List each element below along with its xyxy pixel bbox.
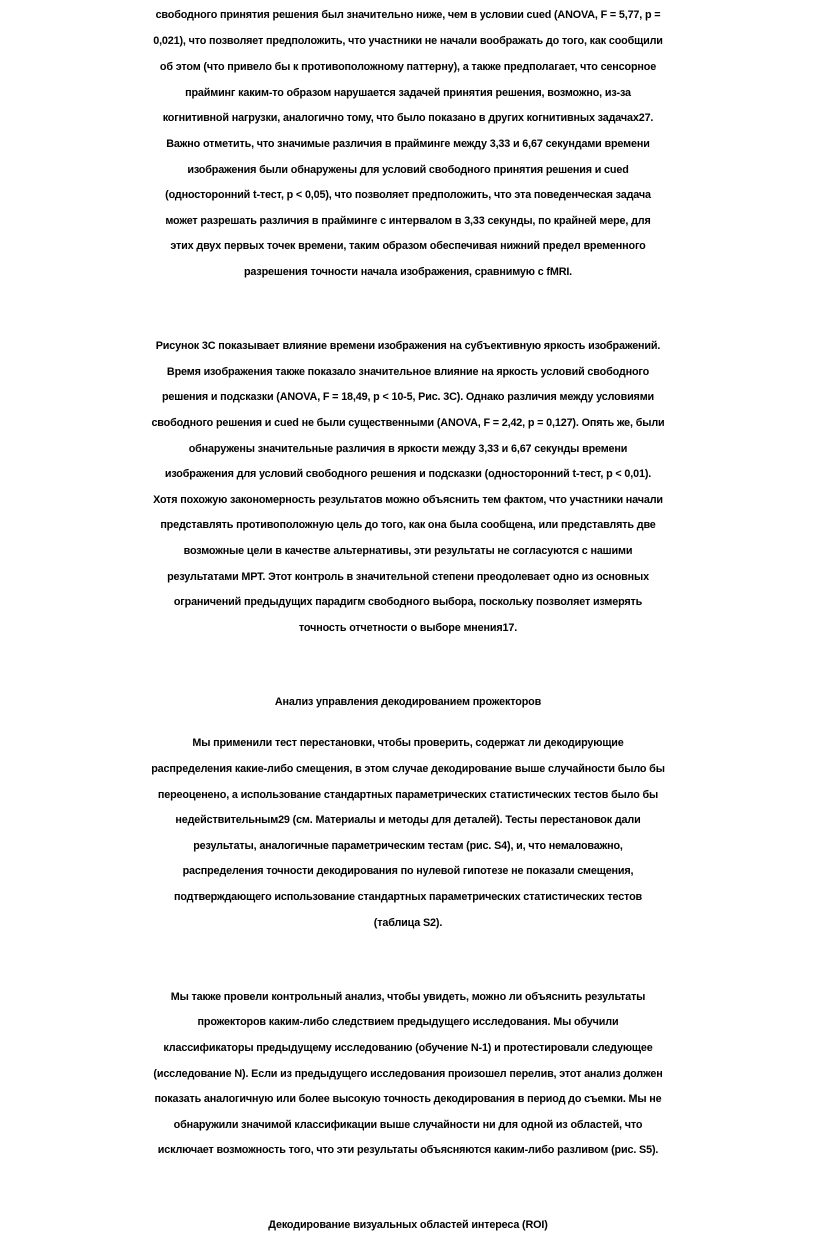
text-line: Время изображения также показало значительное влияние на яркость условий свободного (166, 366, 650, 378)
text-line: изображения были обнаружены для условий свободного принятия решения и cued (187, 164, 629, 176)
section-heading: Анализ управления декодированием прожекторов (274, 696, 542, 708)
text-line: распределения точности декодирования по нулевой гипотезе не показали смещения, (182, 865, 634, 877)
text-line: ограничений предыдущих парадигм свободного выбора, поскольку позволяет измерять (173, 596, 643, 608)
text-line: представлять противоположную цель до того, как она была сообщена, или представлять две (160, 519, 656, 531)
text-line: результатами МРТ. Этот контроль в значительной степени преодолевает одно из основных (167, 571, 649, 583)
text-line: решения и подсказки (ANOVA, F = 18,49, p < 10-5, Рис. 3C). Однако различия между условиями (161, 391, 655, 403)
text-line: обнаружили значимой классификации выше случайности ни для одной из областей, что (173, 1119, 643, 1131)
text-line: классификаторы предыдущему исследованию (обучение N-1) и протестировали следующее (163, 1042, 653, 1054)
text-line: изображения для условий свободного решения и подсказки (односторонний t-тест, p < 0,01). (164, 468, 652, 480)
text-line: результаты, аналогичные параметрическим тестам (рис. S4), и, что немаловажно, (193, 840, 623, 852)
text-line: распределения какие-либо смещения, в этом случае декодирование выше случайности было бы (151, 763, 665, 775)
text-line: Рисунок 3C показывает влияние времени изображения на субъективную яркость изображений. (155, 340, 661, 352)
text-line: подтверждающего использование стандартных параметрических статистических тестов (173, 891, 643, 903)
text-line: показать аналогичную или более высокую точность декодирования в период до съемки. Мы не (154, 1093, 662, 1105)
text-line: переоценено, а использование стандартных параметрических статистических тестов было бы (157, 789, 659, 801)
text-line: Мы применили тест перестановки, чтобы проверить, содержат ли декодирующие (192, 737, 624, 749)
text-line: точность отчетности о выборе мнения17. (298, 622, 518, 634)
text-line: свободного принятия решения был значительно ниже, чем в условии cued (ANOVA, F = 5,77, p = (155, 9, 661, 21)
section-heading: Декодирование визуальных областей интереса (ROI) (268, 1219, 548, 1231)
text-line: может разрешать различия в прайминге с интервалом в 3,33 секунды, по крайней мере, для (165, 215, 651, 227)
text-line: Важно отметить, что значимые различия в прайминге между 3,33 и 6,67 секундами времени (166, 138, 650, 150)
text-line: возможные цели в качестве альтернативы, эти результаты не согласуются с нашими (183, 545, 633, 557)
text-line: обнаружены значительные различия в яркости между 3,33 и 6,67 секунды времени (188, 443, 628, 455)
text-line: свободного решения и cued не были существенными (ANOVA, F = 2,42, p = 0,127). Опять же, были (151, 417, 665, 429)
text-line: разрешения точности начала изображения, сравнимую с fMRI. (243, 266, 573, 278)
text-line: недействительным29 (см. Материалы и методы для деталей). Тесты перестановок дали (175, 814, 641, 826)
text-line: исключает возможность того, что эти результаты объясняются каким-либо разливом (рис. S5). (157, 1144, 659, 1156)
text-line: когнитивной нагрузки, аналогично тому, что было показано в других когнитивных задачах27. (162, 112, 654, 124)
text-line: этих двух первых точек времени, таким образом обеспечивая нижний предел временного (170, 240, 646, 252)
text-line: Мы также провели контрольный анализ, чтобы увидеть, можно ли объяснить результаты (170, 991, 646, 1003)
text-line: (таблица S2). (373, 917, 443, 929)
text-line: 0,021), что позволяет предположить, что участники не начали воображать до того, как сообщили (153, 35, 663, 47)
text-line: прайминг каким-то образом нарушается задачей принятия решения, возможно, из-за (185, 87, 631, 99)
text-line: прожекторов каким-либо следствием предыдущего исследования. Мы обучили (197, 1016, 619, 1028)
text-line: об этом (что привело бы к противоположному паттерну), а также предполагает, что сенсорное (159, 61, 657, 73)
text-line: (исследование N). Если из предыдущего исследования произошел перелив, этот анализ должен (153, 1068, 663, 1080)
text-line: Хотя похожую закономерность результатов можно объяснить тем фактом, что участники начали (153, 494, 663, 506)
text-line: (односторонний t-тест, p < 0,05), что позволяет предположить, что эта поведенческая задача (165, 189, 651, 201)
